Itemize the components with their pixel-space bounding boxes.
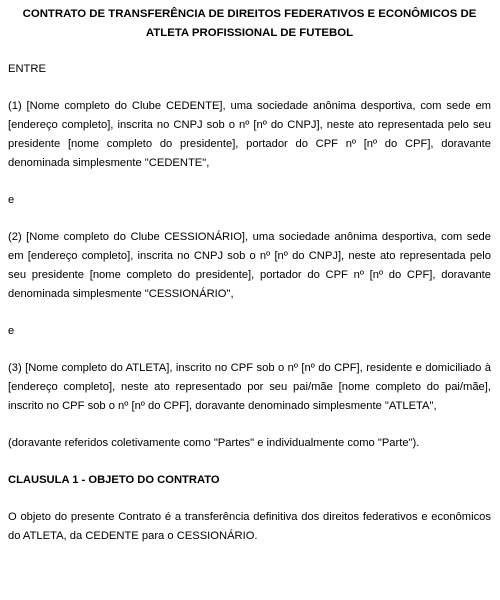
conjunction-e-1: e xyxy=(8,194,15,206)
clause-1-heading: CLAUSULA 1 - OBJETO DO CONTRATO xyxy=(8,474,220,486)
contract-title-line1: CONTRATO DE TRANSFERÊNCIA DE DIREITOS FEDERATIVOS E ECONÔMICOS DE xyxy=(22,8,477,20)
conjunction-e-2: e xyxy=(8,325,15,337)
contract-title-line2: ATLETA PROFISSIONAL DE FUTEBOL xyxy=(145,27,354,39)
party-2-paragraph: (2) [Nome completo do Clube CESSIONÁRIO], uma sociedade anônima desportiva, com sede em [endereço completo], inscrita no CNPJ sob o nº [nº do CNPJ], neste ato representada pelo seu presidente [nome completo do presidente], portador do CPF nº [nº do CPF], doravante denominada simplesmente "CESSIONÁRIO", xyxy=(8,231,491,300)
clause-1-text: O objeto do presente Contrato é a transferência definitiva dos direitos federativos e econômicos do ATLETA, da CEDENTE para o CESSIONÁRIO. xyxy=(8,511,491,542)
contract-title xyxy=(8,0,491,43)
collective-reference-paragraph: (doravante referidos coletivamente como "Partes" e individualmente como "Parte"). xyxy=(8,437,420,449)
party-3-paragraph: (3) [Nome completo do ATLETA], inscrito no CPF sob o nº [nº do CPF], residente e domiciliado à [endereço completo], neste ato representado por seu pai/mãe [nome completo do pai/mãe], inscrito no CPF sob o nº [nº do CPF], doravante denominado simplesmente "ATLETA", xyxy=(8,362,491,412)
entre-label: ENTRE xyxy=(8,63,46,75)
party-1-paragraph: (1) [Nome completo do Clube CEDENTE], uma sociedade anônima desportiva, com sede em [endereço completo], inscrita no CNPJ sob o nº [nº do CNPJ], neste ato representada pelo seu presidente [nome completo do presidente], portador do CPF nº [nº do CPF], doravante denominada simplesmente "CEDENTE", xyxy=(8,100,491,169)
